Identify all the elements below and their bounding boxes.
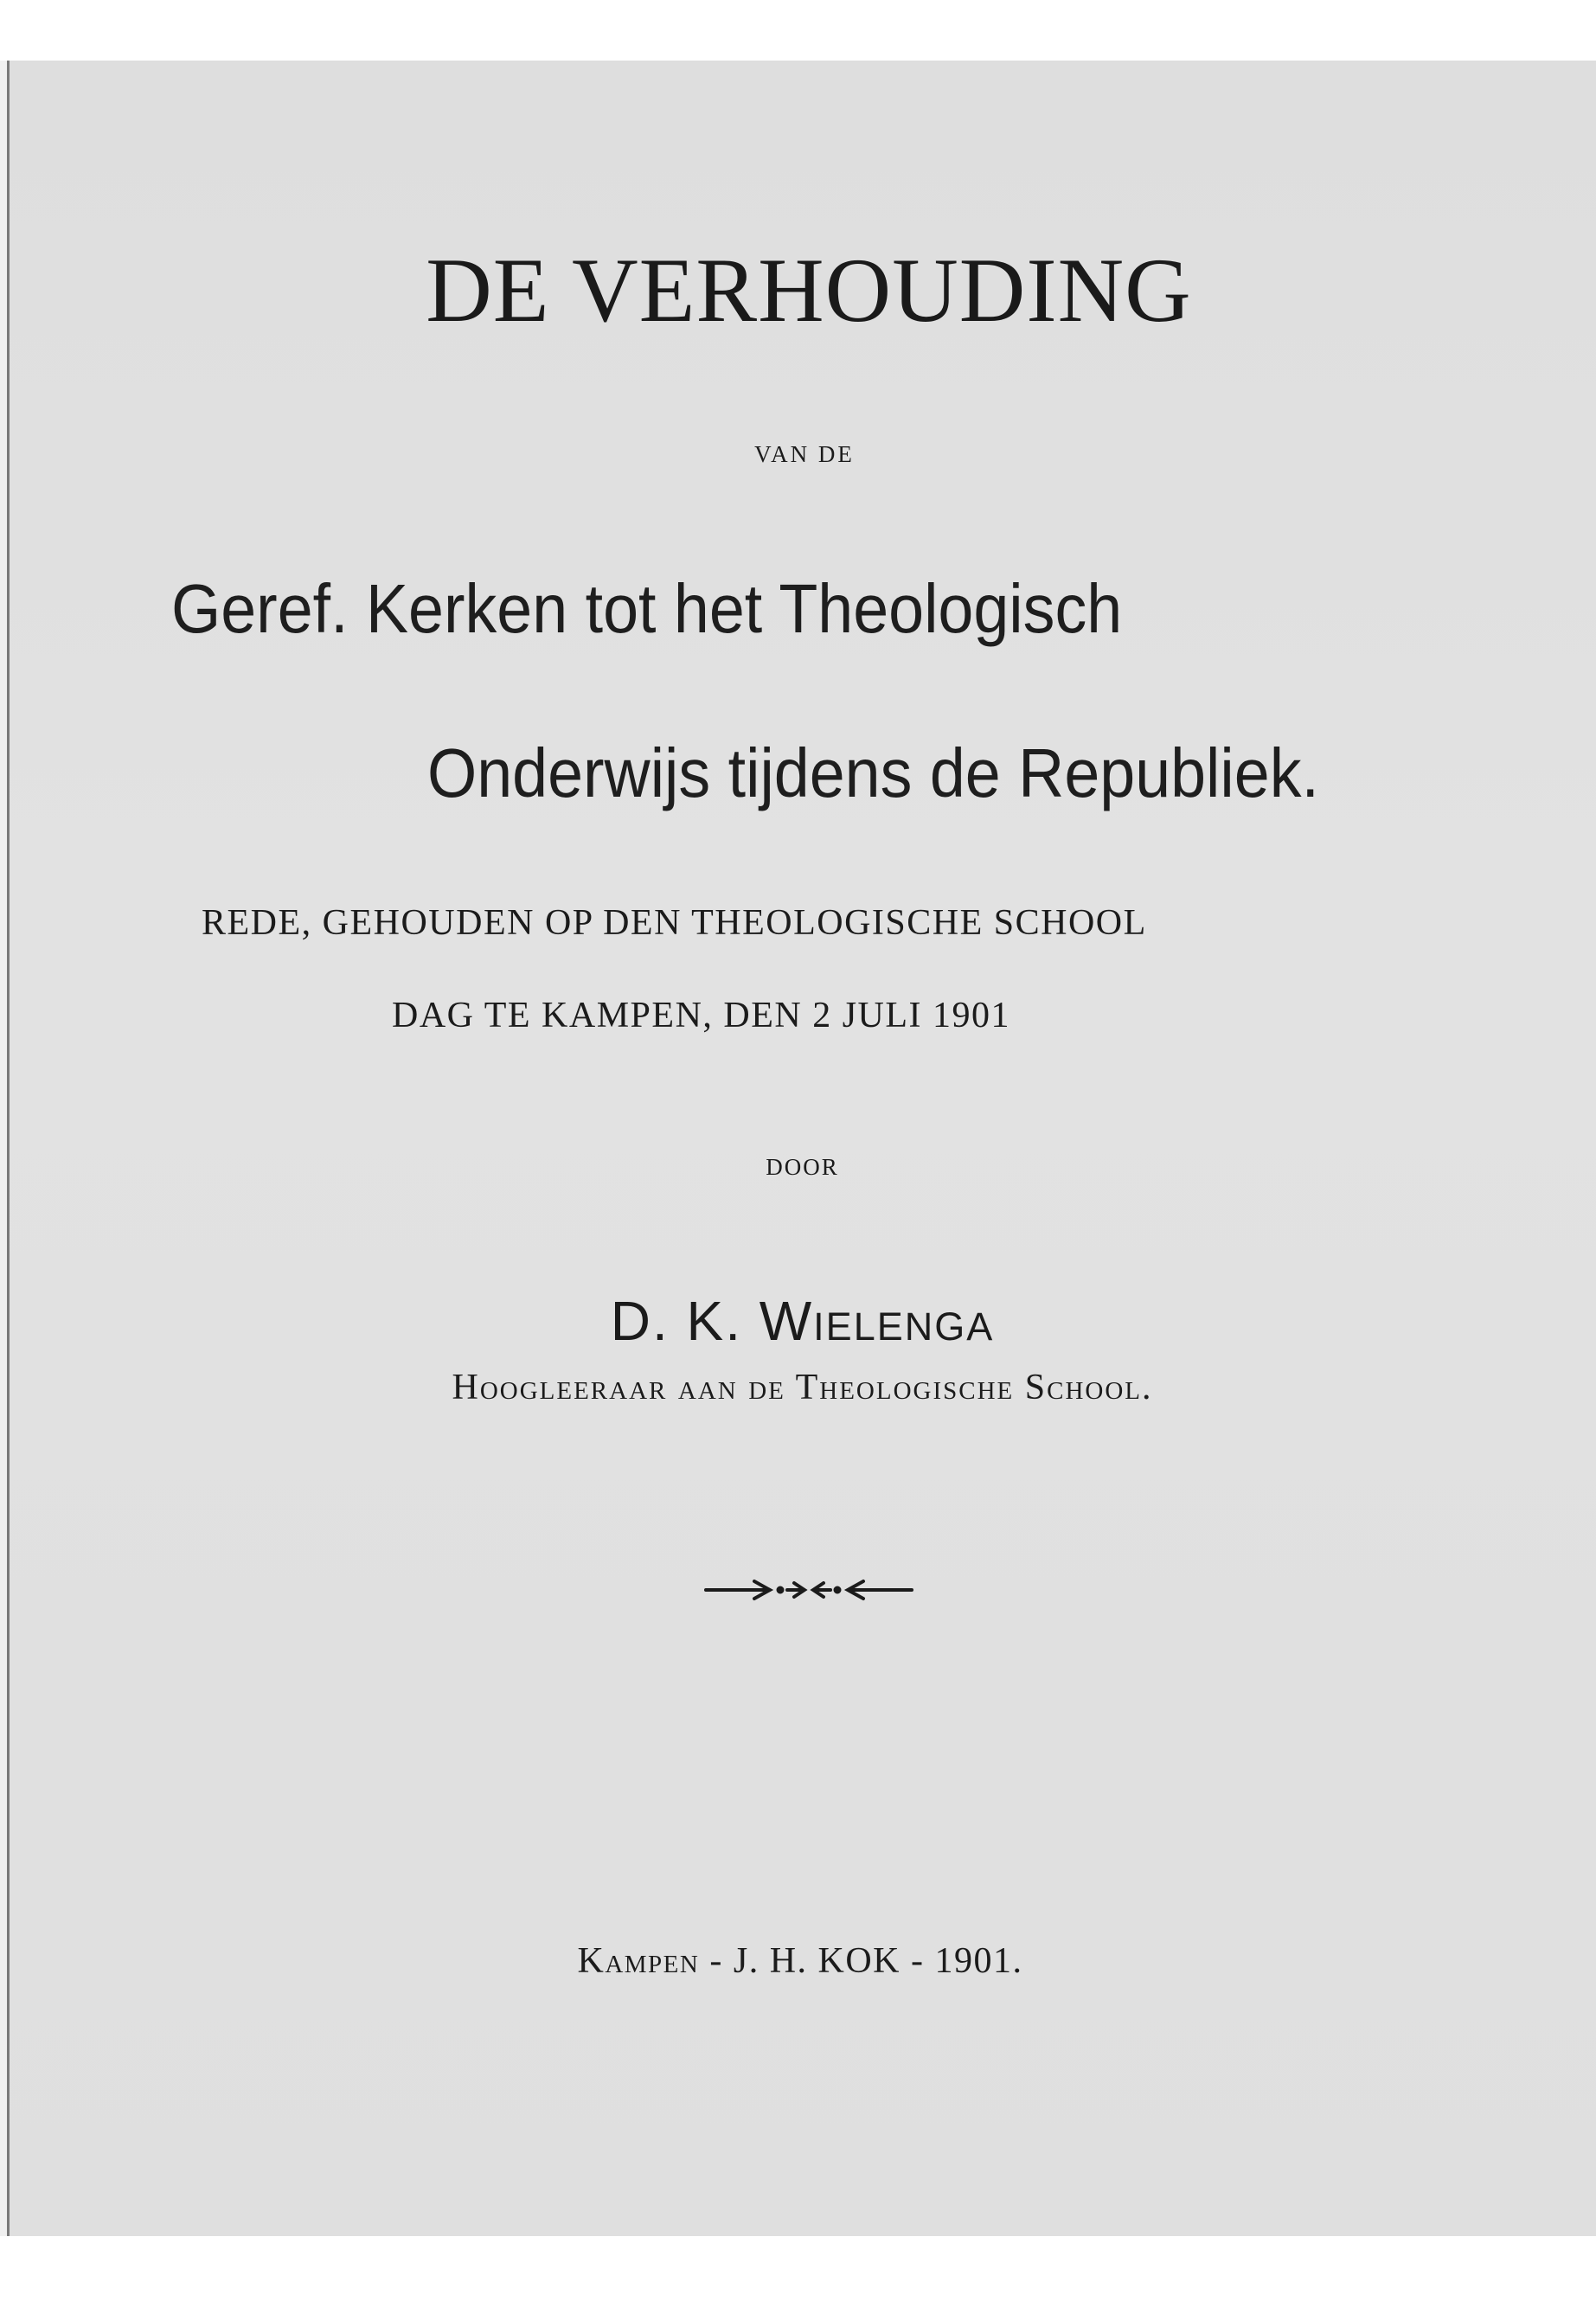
occasion-line-1: REDE, GEHOUDEN OP DEN THEOLOGISCHE SCHOOL	[202, 903, 1147, 943]
page-edge	[0, 61, 7, 2236]
occasion-line-2: DAG TE KAMPEN, DEN 2 JULI 1901	[392, 996, 1011, 1035]
scanned-title-page	[7, 61, 1596, 2236]
imprint	[0, 1940, 1596, 1982]
imprint-separator: -	[699, 1941, 734, 1981]
subtitle-line-1: Geref. Kerken tot het Theologisch	[171, 570, 1123, 647]
arrow-flourish-ornament-icon	[701, 1574, 917, 1606]
imprint-publisher: J. H. KOK	[733, 1941, 901, 1981]
van-de-connector: VAN DE	[754, 441, 855, 467]
door-label: DOOR	[766, 1154, 839, 1180]
author-affiliation: Hoogleeraar aan de Theologische School.	[452, 1368, 1153, 1407]
book-title: DE VERHOUDING	[426, 240, 1192, 341]
imprint-year: 1901.	[934, 1941, 1023, 1981]
imprint-separator: -	[901, 1941, 935, 1981]
imprint-place: Kampen	[577, 1941, 700, 1981]
author-name: D. K. Wielenga	[610, 1290, 995, 1352]
subtitle-line-2: Onderwijs tijdens de Republiek.	[427, 734, 1319, 811]
binding-edge	[7, 61, 10, 2236]
